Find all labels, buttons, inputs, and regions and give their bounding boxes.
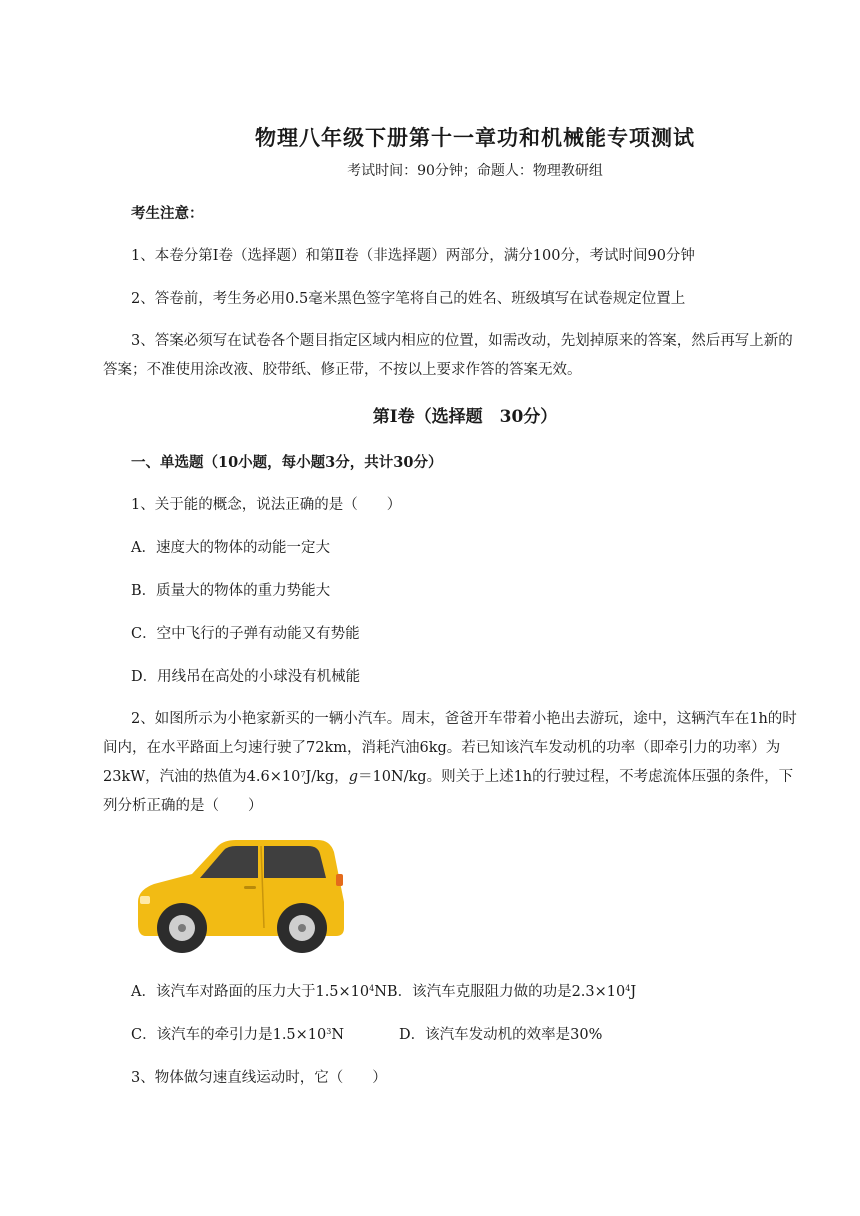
front-hub	[178, 924, 186, 932]
page-subtitle: 考试时间：90分钟；命题人：物理教研组	[347, 163, 603, 179]
question-2-option-a	[131, 984, 387, 1000]
question-2-option-b	[387, 984, 636, 1000]
question-2-options-ab	[131, 978, 820, 1006]
question-1-option-c: C．空中飞行的子弹有动能又有势能	[131, 626, 360, 642]
notice-item-1: 1、本卷分第I卷（选择题）和第Ⅱ卷（非选择题）两部分，满分100分，考试时间90分钟	[131, 248, 695, 264]
question-2-option-d: D．该汽车发动机的效率是30%	[399, 1027, 603, 1043]
part-heading: 一、单选题（10小题，每小题3分，共计30分）	[131, 454, 443, 471]
question-1-option-b: B．质量大的物体的重力势能大	[131, 583, 331, 599]
question-2-stem	[103, 705, 801, 821]
question-2-g-symbol: g	[348, 769, 358, 785]
question-1-stem: 1、关于能的概念，说法正确的是（ ）	[131, 497, 402, 513]
option-b-exponent: 4	[625, 984, 631, 993]
option-a-text: A．该汽车对路面的压力大于1.5×10	[131, 984, 370, 1000]
option-a-unit: N	[374, 984, 387, 1000]
question-2-stem-part-1: 2、如图所示为小艳家新买的一辆小汽车。周末，爸爸开车带着小艳出去游玩，途中，这辆汽车在1h的时间内，在水平路面上匀速行驶了72km，消耗汽油6kg。若已知该汽车发动机的功率（即牵引力的功率）为23kW，汽油的热值为4.6×10	[103, 711, 797, 785]
notice-heading: 考生注意：	[131, 205, 204, 222]
question-1-option-d: D．用线吊在高处的小球没有机械能	[131, 669, 361, 685]
car-window-rear	[264, 846, 326, 878]
option-c-unit: N	[331, 1027, 345, 1043]
notice-item-3: 3、答案必须写在试卷各个题目指定区域内相应的位置，如需改动，先划掉原来的答案，然后再写上新的答案；不准使用涂改液、胶带纸、修正带，不按以上要求作答的答案无效。	[103, 333, 793, 378]
question-3-stem: 3、物体做匀速直线运动时，它（ ）	[131, 1070, 387, 1086]
car-taillight	[336, 874, 343, 886]
page-title: 物理八年级下册第十一章功和机械能专项测试	[255, 125, 695, 150]
question-2-stem-part-3: ＝10N/kg。则关于上述1h的行驶过程，不考虑流体压强的条件，下列分析正确的是（ ）	[103, 769, 794, 814]
option-c-text: C．该汽车的牵引力是1.5×10	[131, 1027, 327, 1043]
option-a-exponent: 4	[369, 984, 375, 993]
question-2-exponent: 7	[300, 770, 306, 779]
question-2-options-cd	[131, 1021, 820, 1049]
car-headlight	[140, 896, 150, 904]
option-b-unit: J	[630, 984, 637, 1000]
question-1-option-a: A．速度大的物体的动能一定大	[131, 540, 330, 556]
option-c-exponent: 3	[326, 1027, 332, 1036]
car-illustration	[132, 832, 348, 960]
question-2-option-c	[131, 1021, 399, 1049]
option-b-text: B．该汽车克服阻力做的功是2.3×10	[386, 984, 626, 1000]
car-door-handle	[244, 886, 256, 889]
rear-hub	[298, 924, 306, 932]
question-2-stem-part-2: J/kg，	[305, 769, 349, 785]
section-title: 第I卷（选择题 30分）	[372, 407, 558, 427]
notice-item-2: 2、答卷前，考生务必用0.5毫米黑色签字笔将自己的姓名、班级填写在试卷规定位置上	[131, 291, 686, 307]
